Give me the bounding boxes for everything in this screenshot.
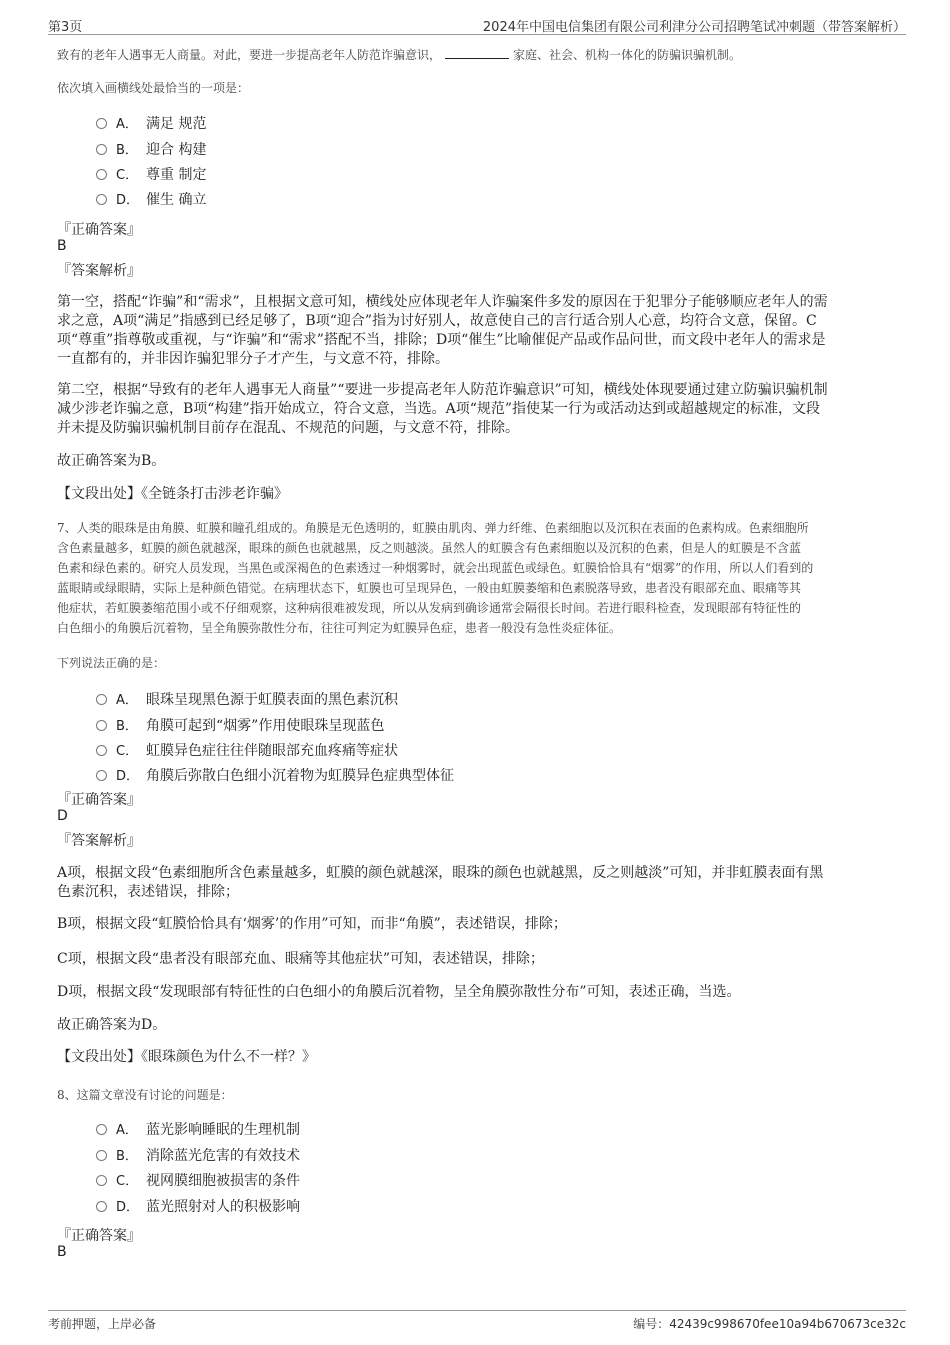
- q7-analysis-c: C项，根据文段“患者没有眼部充血、眼痛等其他症状”可知，表述错误，排除；: [57, 951, 545, 967]
- q7-option-d[interactable]: [96, 765, 454, 787]
- text-line: 并未提及防骗识骗机制目前存在混乱、不规范的问题，与文意不符，排除。: [57, 420, 519, 436]
- option-letter: D．: [116, 769, 140, 784]
- q7-analysis-b: B项，根据文段“虹膜恰恰具有‘烟雾’的作用”可知，而非“角膜”，表述错误，排除；: [57, 916, 567, 932]
- q7-option-c[interactable]: [96, 740, 398, 762]
- option-letter: A．: [116, 1123, 138, 1138]
- text-line: 白色细小的角膜后沉着物，呈全角膜弥散性分布，往往可判定为虹膜异色症，患者一般没有急性炎症体征。: [57, 621, 622, 635]
- option-text: 视网膜细胞被损害的条件: [146, 1173, 300, 1189]
- q8-option-c[interactable]: [96, 1170, 300, 1192]
- q6-passage-tail: [57, 44, 741, 65]
- q8-answer-label: 『正确答案』: [57, 1228, 141, 1244]
- text-line: 第一空，搭配“诈骗”和“需求”，且根据文意可知，横线处应体现老年人诈骗案件多发的原因在于犯罪分子能够顺应老年人的需: [57, 294, 828, 310]
- radio-icon[interactable]: [96, 745, 107, 756]
- q6-passage-after: 家庭、社会、机构一体化的防骗识骗机制。: [513, 48, 742, 62]
- text-line: A项，根据文段“色素细胞所含色素量越多，虹膜的颜色就越深，眼珠的颜色也就越黑，反之则越淡”可知，并非虹膜表面有黑: [57, 865, 824, 881]
- radio-icon[interactable]: [96, 694, 107, 705]
- q6-source: 【文段出处】《全链条打击涉老诈骗》: [57, 486, 288, 502]
- option-letter: C．: [116, 744, 139, 759]
- option-letter: C．: [116, 168, 139, 183]
- q7-analysis-d: D项，根据文段“发现眼部有特征性的白色细小的角膜后沉着物，呈全角膜弥散性分布”可知，表述正确，当选。: [57, 984, 741, 1000]
- text-line: 第二空，根据“导致有的老年人遇事无人商量”“要进一步提高老年人防范诈骗意识”可知，横线处体现要通过建立防骗识骗机制: [57, 382, 828, 398]
- q6-prompt: 依次填入画横线处最恰当的一项是：: [57, 81, 250, 95]
- page-footer: [48, 1310, 906, 1333]
- radio-icon[interactable]: [96, 118, 107, 129]
- radio-icon[interactable]: [96, 144, 107, 155]
- q8-option-d[interactable]: [96, 1196, 300, 1218]
- q7-analysis-label: 『答案解析』: [57, 833, 141, 849]
- q6-conclusion: 故正确答案为B。: [57, 453, 166, 469]
- q6-option-b[interactable]: [96, 139, 206, 161]
- option-text: 蓝光影响睡眠的生理机制: [146, 1122, 300, 1138]
- option-letter: B．: [116, 719, 138, 734]
- q6-option-d[interactable]: [96, 189, 206, 211]
- fill-blank: [445, 44, 509, 59]
- page-header: [48, 14, 906, 35]
- q8-answer: B: [57, 1244, 67, 1260]
- q8-option-b[interactable]: [96, 1145, 300, 1167]
- radio-icon[interactable]: [96, 720, 107, 731]
- q6-answer-label: 『正确答案』: [57, 222, 141, 238]
- q6-passage-before: 致有的老年人遇事无人商量。对此，要进一步提高老年人防范诈骗意识，: [57, 48, 442, 62]
- footer-slogan: 考前押题，上岸必备: [48, 1317, 157, 1331]
- text-line: 色素和绿色素的。研究人员发现，当黑色或深褐色的色素透过一种烟雾时，就会出现蓝色或绿色。虹膜恰恰具有“烟雾”的作用，所以人们看到的: [57, 561, 814, 575]
- text-line: 7、人类的眼珠是由角膜、虹膜和瞳孔组成的。角膜是无色透明的，虹膜由肌肉、弹力纤维、色素细胞以及沉积在表面的色素构成。色素细胞所: [57, 521, 809, 535]
- q8-option-a[interactable]: [96, 1119, 300, 1141]
- option-letter: D．: [116, 1200, 140, 1215]
- radio-icon[interactable]: [96, 1175, 107, 1186]
- radio-icon[interactable]: [96, 1124, 107, 1135]
- q7-conclusion: 故正确答案为D。: [57, 1017, 167, 1033]
- q6-analysis-label: 『答案解析』: [57, 263, 141, 279]
- option-text: 虹膜异色症往往伴随眼部充血疼痛等症状: [146, 743, 398, 759]
- q7-passage: [57, 518, 902, 638]
- text-line: 含色素量越多，虹膜的颜色就越深，眼珠的颜色也就越黑，反之则越淡。虽然人的虹膜含有色素细胞以及沉积的色素，但是人的虹膜是不含蓝: [57, 541, 802, 555]
- text-line: 求之意，A项“满足”指感到已经足够了，B项“迎合”指为讨好别人，故意使自己的言行适合别人心意，均符合文意，保留。C: [57, 313, 817, 329]
- radio-icon[interactable]: [96, 169, 107, 180]
- q7-prompt: 下列说法正确的是：: [57, 656, 166, 670]
- q7-answer: D: [57, 808, 68, 824]
- text-line: 减少涉老诈骗之意，B项“构建”指开始成立，符合文意，当选。A项“规范”指使某一行为或活动达到或超越规定的标准，文段: [57, 401, 821, 417]
- option-text: 消除蓝光危害的有效技术: [146, 1148, 300, 1164]
- q7-option-a[interactable]: [96, 689, 398, 711]
- text-line: 一直都有的，并非因诈骗犯罪分子才产生，与文意不符，排除。: [57, 351, 449, 367]
- option-letter: A．: [116, 117, 138, 132]
- option-letter: B．: [116, 143, 138, 158]
- option-text: 眼珠呈现黑色源于虹膜表面的黑色素沉积: [146, 692, 398, 708]
- q6-analysis-paragraph-1: [57, 293, 897, 369]
- radio-icon[interactable]: [96, 1150, 107, 1161]
- option-text: 满足 规范: [146, 116, 207, 132]
- q8-prompt: 8、这篇文章没有讨论的问题是：: [57, 1088, 233, 1102]
- document-code: [633, 1315, 906, 1332]
- option-text: 蓝光照射对人的积极影响: [146, 1199, 300, 1215]
- text-line: 他症状，若虹膜萎缩范围小或不仔细观察，这种病很难被发现，所以从发病到确诊通常会隔很长时间。若进行眼科检查，发现眼部有特征性的: [57, 601, 802, 615]
- code-label: 编号：: [633, 1317, 670, 1331]
- q6-analysis-paragraph-2: [57, 381, 897, 438]
- option-letter: B．: [116, 1149, 138, 1164]
- q6-option-c[interactable]: [96, 164, 206, 186]
- text-line: 项“尊重”指尊敬或重视，与“诈骗”和“需求”搭配不当，排除；D项“催生”比喻催促产品或作品问世，而文段中老年人的需求是: [57, 332, 826, 348]
- code-value: 42439c998670fee10a94b670673ce32c: [669, 1317, 906, 1331]
- q7-source: 【文段出处】《眼珠颜色为什么不一样？》: [57, 1049, 316, 1065]
- q6-answer: B: [57, 238, 67, 254]
- q7-analysis-a: [57, 864, 897, 902]
- q7-answer-label: 『正确答案』: [57, 792, 141, 808]
- option-text: 催生 确立: [146, 192, 207, 208]
- option-letter: D．: [116, 193, 140, 208]
- option-text: 角膜可起到“烟雾”作用使眼珠呈现蓝色: [146, 718, 385, 734]
- text-line: 蓝眼睛或绿眼睛，实际上是种颜色错觉。在病理状态下，虹膜也可呈现异色，一般由虹膜萎缩和色素脱落导致，患者没有眼部充血、眼痛等其: [57, 581, 802, 595]
- page-number: 第3页: [48, 20, 83, 35]
- q7-option-b[interactable]: [96, 715, 384, 737]
- option-text: 角膜后弥散白色细小沉着物为虹膜异色症典型体征: [146, 768, 454, 784]
- option-letter: A．: [116, 693, 138, 708]
- radio-icon[interactable]: [96, 1201, 107, 1212]
- document-title: 2024年中国电信集团有限公司利津分公司招聘笔试冲刺题（带答案解析）: [482, 20, 906, 35]
- option-text: 迎合 构建: [146, 142, 207, 158]
- q6-option-a[interactable]: [96, 113, 206, 135]
- radio-icon[interactable]: [96, 770, 107, 781]
- option-text: 尊重 制定: [146, 167, 207, 183]
- text-line: 色素沉积，表述错误，排除；: [57, 884, 239, 900]
- option-letter: C．: [116, 1174, 139, 1189]
- radio-icon[interactable]: [96, 194, 107, 205]
